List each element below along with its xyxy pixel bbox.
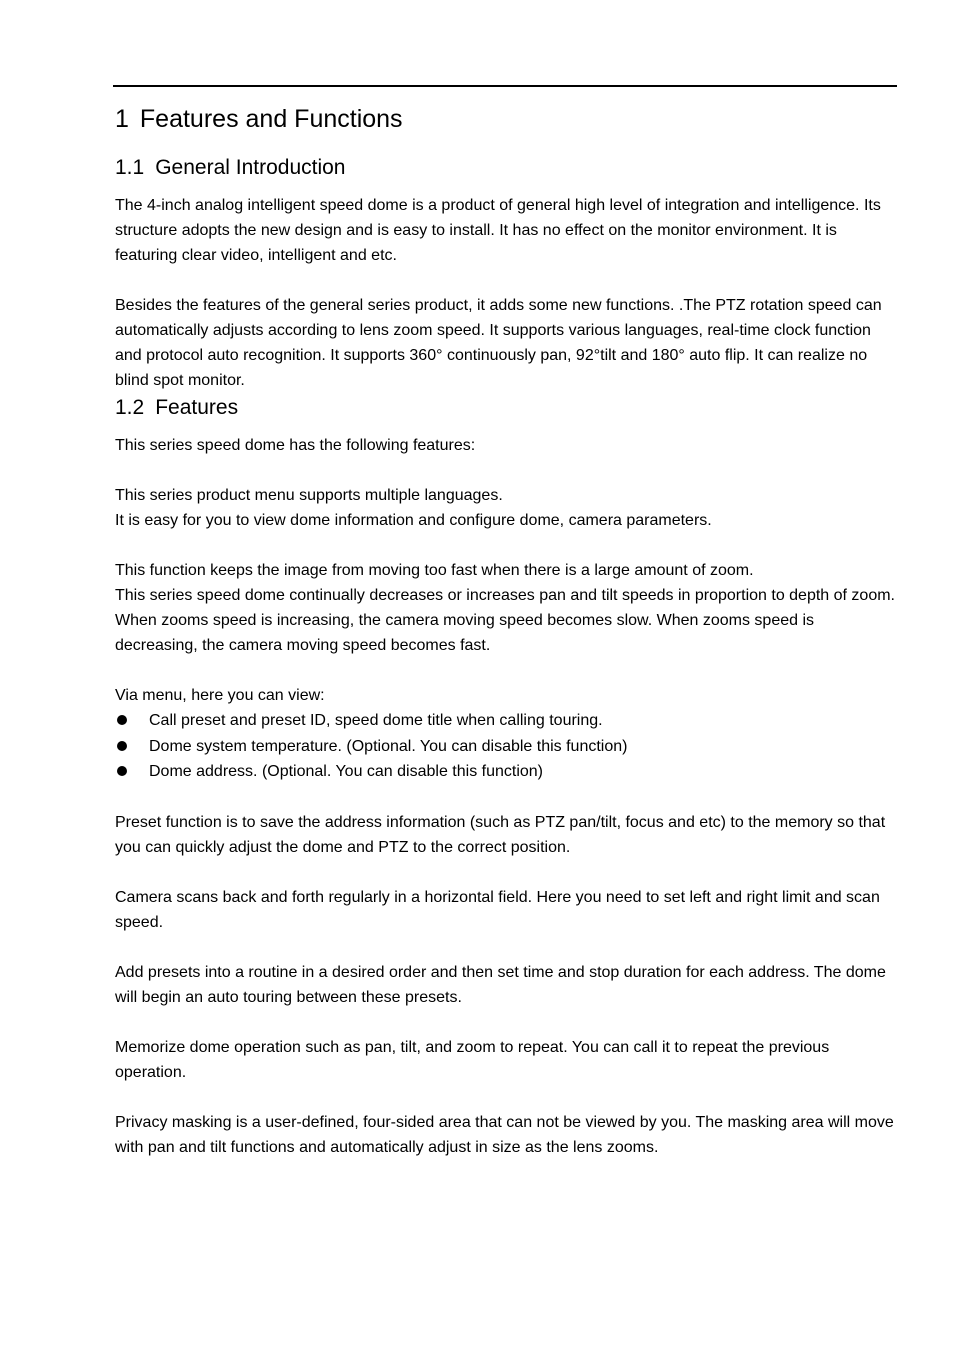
bullet-icon	[117, 715, 127, 725]
chapter-heading	[115, 100, 901, 138]
page-content	[115, 100, 901, 1160]
section-number: 1.2	[115, 396, 145, 419]
section-number: 1.1	[115, 156, 145, 179]
paragraph-tour: Add presets into a routine in a desired order and then set time and stop duration for each address. The dome will begin an auto touring between these presets.	[115, 963, 886, 1006]
bullet-list	[115, 708, 901, 785]
paragraph-features-intro: This series speed dome has the following features:	[115, 437, 476, 454]
paragraph-spacer	[115, 1085, 901, 1110]
paragraph-spacer	[115, 658, 901, 683]
section-heading-features	[115, 393, 901, 423]
paragraph-spacer	[115, 935, 901, 960]
paragraph-spacer	[115, 1010, 901, 1035]
bullet-icon	[117, 766, 127, 776]
paragraph-spacer	[115, 785, 901, 810]
paragraph-spacer	[115, 533, 901, 558]
section-title: Features	[155, 396, 239, 419]
list-item-text: Dome address. (Optional. You can disable this function)	[149, 763, 544, 780]
paragraph-scan: Camera scans back and forth regularly in a horizontal field. Here you need to set left and right limit and scan speed.	[115, 888, 880, 931]
list-item	[115, 708, 901, 734]
section-heading-block	[115, 393, 901, 433]
chapter-number: 1	[115, 105, 129, 133]
list-item-text: Dome system temperature. (Optional. You can disable this function)	[149, 737, 628, 755]
paragraph-pattern: Memorize dome operation such as pan, tilt, and zoom to repeat. You can call it to repeat the previous operation.	[115, 1038, 830, 1081]
section-heading-block	[115, 150, 901, 193]
paragraph-zoom-speed: This series speed dome continually decreases or increases pan and tilt speeds in proportion to depth of zoom. When zooms speed is increasing, the camera moving speed becomes slow. When zooms speed is decreasing, the camera moving speed becomes fast.	[115, 587, 895, 654]
paragraph-introduction: The 4-inch analog intelligent speed dome is a product of general high level of integration and intelligence. Its structure adopts the new design and is easy to install. It has no effect on the monitor environment. It is featuring clear video, intelligent and etc.	[115, 197, 881, 264]
paragraph-via-menu: Via menu, here you can view:	[115, 687, 325, 704]
chapter-title: Features and Functions	[139, 105, 403, 133]
paragraph-spacer	[115, 268, 901, 293]
list-item	[115, 759, 901, 785]
bullet-icon	[117, 741, 127, 751]
chapter-heading-block	[115, 100, 901, 150]
section-heading-general-introduction	[115, 153, 901, 183]
paragraph-menu-view-info: It is easy for you to view dome information and configure dome, camera parameters.	[115, 512, 712, 529]
paragraph-new-functions: Besides the features of the general series product, it adds some new functions. .The PTZ rotation speed can automatically adjusts according to lens zoom speed. It supports various languages, real-time clock function and protocol auto recognition. It supports 360° continuously pan, 92°tilt and 180° auto flip. It can realize no blind spot monitor.	[115, 297, 882, 389]
paragraph-preset: Preset function is to save the address information (such as PTZ pan/tilt, focus and etc) to the memory so that you can quickly adjust the dome and PTZ to the correct position.	[115, 813, 886, 856]
paragraph-spacer	[115, 860, 901, 885]
header-rule	[113, 85, 897, 87]
paragraph-zoom-function: This function keeps the image from moving too fast when there is a large amount of zoom.	[115, 562, 754, 579]
list-item-text: Call preset and preset ID, speed dome title when calling touring.	[149, 712, 603, 729]
section-title: General Introduction	[155, 156, 346, 179]
paragraph-menu-languages: This series product menu supports multiple languages.	[115, 487, 503, 504]
paragraph-privacy-mask: Privacy masking is a user-defined, four-sided area that can not be viewed by you. The masking area will move with pan and tilt functions and automatically adjust in size as the lens zooms.	[115, 1113, 894, 1156]
list-item	[115, 734, 901, 760]
paragraph-spacer	[115, 458, 901, 483]
